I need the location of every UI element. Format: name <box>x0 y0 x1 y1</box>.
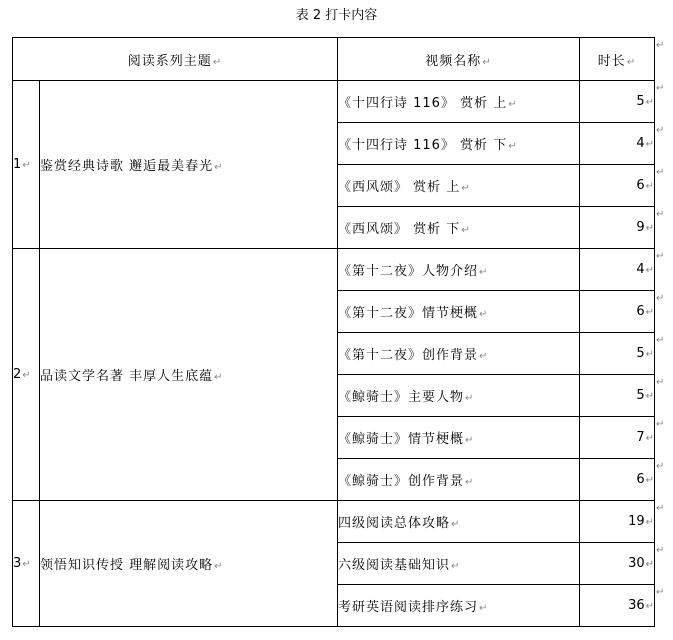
row-end-mark: ↵ <box>656 209 665 220</box>
video-name <box>338 291 580 333</box>
group-number-text: 3 <box>13 556 22 571</box>
paragraph-mark: ↵ <box>465 435 475 446</box>
video-name-text: 《第十二夜》情节梗概 <box>338 306 479 321</box>
video-name <box>338 333 580 375</box>
group-topic <box>40 249 338 501</box>
duration <box>580 375 655 417</box>
duration <box>580 123 655 165</box>
row-end-mark: ↵ <box>656 293 665 304</box>
duration-text: 7 <box>636 430 645 445</box>
table-row <box>13 249 655 291</box>
duration-text: 4 <box>636 136 645 151</box>
paragraph-mark: ↵ <box>451 519 461 530</box>
duration-text: 6 <box>636 178 645 193</box>
row-end-mark: ↵ <box>656 545 665 556</box>
duration <box>580 207 655 249</box>
video-name <box>338 375 580 417</box>
video-name <box>338 81 580 123</box>
paragraph-mark: ↵ <box>479 309 489 320</box>
group-number-text: 1 <box>13 157 22 172</box>
paragraph-mark: ↵ <box>479 603 489 614</box>
paragraph-mark: ↵ <box>214 372 224 383</box>
group-number <box>13 501 40 627</box>
row-end-mark: ↵ <box>656 251 665 262</box>
paragraph-mark: ↵ <box>508 141 518 152</box>
group-number <box>13 81 40 249</box>
paragraph-mark: ↵ <box>22 559 31 570</box>
group-topic-text: 鉴赏经典诗歌 邂逅最美春光 <box>40 159 214 174</box>
duration <box>580 501 655 543</box>
group-topic-text: 领悟知识传授 理解阅读攻略 <box>40 558 214 573</box>
duration-text: 4 <box>636 262 645 277</box>
video-name <box>338 165 580 207</box>
video-name-text: 《十四行诗 116》 赏析 下 <box>338 138 508 153</box>
paragraph-mark: ↵ <box>645 97 654 108</box>
group-number <box>13 249 40 501</box>
duration <box>580 585 655 627</box>
paragraph-mark: ↵ <box>645 601 654 612</box>
video-name-text: 考研英语阅读排序练习 <box>338 600 479 615</box>
paragraph-mark: ↵ <box>479 267 489 278</box>
duration-text: 9 <box>636 220 645 235</box>
table-caption: 表 2 打卡内容 <box>295 8 378 23</box>
paragraph-mark: ↵ <box>645 475 654 486</box>
video-name <box>338 123 580 165</box>
duration <box>580 165 655 207</box>
video-name-text: 《鲸骑士》主要人物 <box>338 390 465 405</box>
paragraph-mark: ↵ <box>645 559 654 570</box>
video-name <box>338 585 580 627</box>
paragraph-mark: ↵ <box>479 351 489 362</box>
video-name <box>338 417 580 459</box>
paragraph-mark: ↵ <box>645 517 654 528</box>
paragraph-mark: ↵ <box>22 370 31 381</box>
video-name-text: 《第十二夜》创作背景 <box>338 348 479 363</box>
row-end-mark: ↵ <box>656 461 665 472</box>
video-name <box>338 543 580 585</box>
duration <box>580 249 655 291</box>
row-end-mark: ↵ <box>656 419 665 430</box>
paragraph-mark: ↵ <box>645 139 654 150</box>
row-end-mark: ↵ <box>656 40 665 51</box>
video-name-text: 四级阅读总体攻略 <box>338 516 451 531</box>
duration-text: 19 <box>628 514 645 529</box>
paragraph-mark: ↵ <box>645 181 654 192</box>
duration-text: 6 <box>636 472 645 487</box>
row-end-mark: ↵ <box>656 167 665 178</box>
paragraph-mark: ↵ <box>508 99 518 110</box>
video-name-text: 《西风颂》 赏析 上 <box>338 180 461 195</box>
table-row <box>13 81 655 123</box>
video-name <box>338 501 580 543</box>
video-name-text: 六级阅读基础知识 <box>338 558 451 573</box>
group-topic <box>40 501 338 627</box>
header-video: 视频名称↵ <box>338 38 580 81</box>
paragraph-mark: ↵ <box>645 265 654 276</box>
video-name <box>338 249 580 291</box>
duration <box>580 81 655 123</box>
paragraph-mark: ↵ <box>645 223 654 234</box>
video-name-text: 《西风颂》 赏析 下 <box>338 222 461 237</box>
duration <box>580 333 655 375</box>
video-name-text: 《第十二夜》人物介绍 <box>338 264 479 279</box>
row-end-mark: ↵ <box>656 503 665 514</box>
duration <box>580 543 655 585</box>
paragraph-mark: ↵ <box>461 225 471 236</box>
paragraph-mark: ↵ <box>451 561 461 572</box>
row-end-mark: ↵ <box>656 335 665 346</box>
video-name <box>338 459 580 501</box>
duration-text: 30 <box>628 556 645 571</box>
checkin-table <box>12 37 655 627</box>
row-end-mark: ↵ <box>656 587 665 598</box>
duration-text: 5 <box>636 388 645 403</box>
row-end-mark: ↵ <box>656 125 665 136</box>
video-name-text: 《鲸骑士》创作背景 <box>338 474 465 489</box>
paragraph-mark: ↵ <box>645 349 654 360</box>
row-end-mark: ↵ <box>656 83 665 94</box>
group-topic <box>40 81 338 249</box>
paragraph-mark: ↵ <box>645 433 654 444</box>
duration-text: 5 <box>636 346 645 361</box>
duration-text: 6 <box>636 304 645 319</box>
video-name-text: 《十四行诗 116》 赏析 上 <box>338 96 508 111</box>
paragraph-mark: ↵ <box>214 561 224 572</box>
duration <box>580 291 655 333</box>
duration <box>580 459 655 501</box>
paragraph-mark: ↵ <box>22 160 31 171</box>
paragraph-mark: ↵ <box>465 393 475 404</box>
paragraph-mark: ↵ <box>465 477 475 488</box>
paragraph-mark: ↵ <box>214 162 224 173</box>
paragraph-mark: ↵ <box>645 307 654 318</box>
table-row <box>13 501 655 543</box>
duration <box>580 417 655 459</box>
video-name <box>338 207 580 249</box>
header-duration: 时长↵ <box>580 38 655 81</box>
duration-text: 36 <box>628 598 645 613</box>
video-name-text: 《鲸骑士》情节梗概 <box>338 432 465 447</box>
duration-text: 5 <box>636 94 645 109</box>
row-end-mark: ↵ <box>656 377 665 388</box>
header-series: 阅读系列主题↵ <box>13 38 338 81</box>
paragraph-mark: ↵ <box>645 391 654 402</box>
paragraph-mark: ↵ <box>461 183 471 194</box>
header-row <box>13 38 655 81</box>
group-topic-text: 品读文学名著 丰厚人生底蕴 <box>40 369 214 384</box>
group-number-text: 2 <box>13 367 22 382</box>
